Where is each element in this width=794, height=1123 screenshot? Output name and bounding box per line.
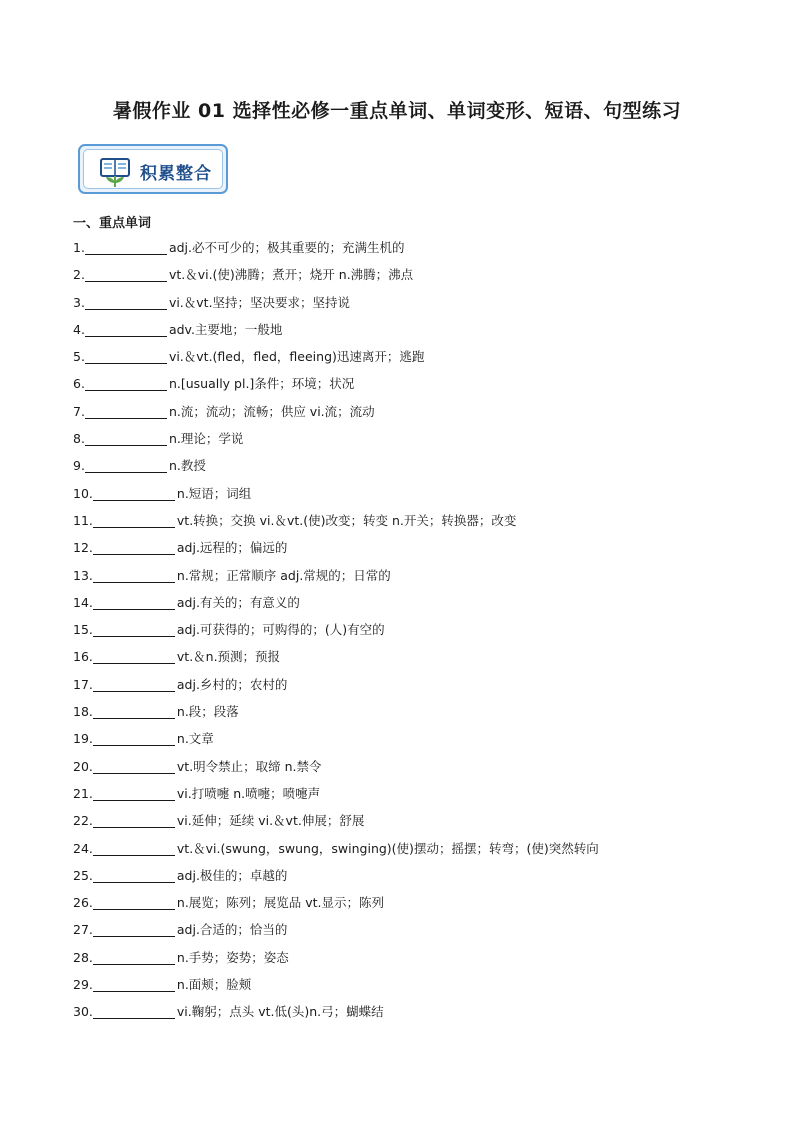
- item-definition: vi.＆vt.坚持；坚决要求；坚持说: [168, 294, 351, 310]
- answer-blank[interactable]: [85, 239, 167, 255]
- vocabulary-item: [73, 534, 753, 561]
- item-definition: vt.＆vi.(使)沸腾；煮开；烧开 n.沸腾；沸点: [168, 267, 414, 283]
- answer-blank[interactable]: [93, 1003, 175, 1019]
- item-definition: n.手势；姿势；姿态: [176, 949, 289, 965]
- vocabulary-item: [73, 289, 753, 316]
- item-definition: adj.极佳的；卓越的: [176, 867, 288, 883]
- vocabulary-item: [73, 562, 753, 589]
- item-definition: n.展览；陈列；展览品 vt.显示；陈列: [176, 895, 385, 911]
- vocabulary-item: [73, 480, 753, 507]
- answer-blank[interactable]: [93, 812, 175, 828]
- answer-blank[interactable]: [93, 567, 175, 583]
- item-definition: adj.可获得的；可购得的；(人)有空的: [176, 622, 385, 638]
- answer-blank[interactable]: [93, 676, 175, 692]
- answer-blank[interactable]: [93, 921, 175, 937]
- item-number: 2.: [73, 267, 85, 283]
- item-number: 17.: [73, 676, 93, 692]
- answer-blank[interactable]: [85, 375, 167, 391]
- vocabulary-item: [73, 643, 753, 670]
- answer-blank[interactable]: [85, 457, 167, 473]
- vocabulary-item: [73, 234, 753, 261]
- item-number: 24.: [73, 840, 93, 856]
- item-number: 8.: [73, 431, 85, 447]
- item-definition: vi.打喷嚏 n.喷嚏；喷嚏声: [176, 785, 321, 801]
- answer-blank[interactable]: [85, 266, 167, 282]
- vocabulary-item: [73, 671, 753, 698]
- vocabulary-item: [73, 944, 753, 971]
- answer-blank[interactable]: [93, 840, 175, 856]
- item-definition: vt.＆n.预测；预报: [176, 649, 281, 665]
- item-number: 6.: [73, 376, 85, 392]
- answer-blank[interactable]: [93, 758, 175, 774]
- item-definition: adj.合适的；恰当的: [176, 922, 288, 938]
- item-definition: vi.＆vt.(fled，fled，fleeing)迅速离开；逃跑: [168, 349, 425, 365]
- vocabulary-item: [73, 998, 753, 1025]
- vocabulary-item: [73, 835, 753, 862]
- vocabulary-item: [73, 507, 753, 534]
- item-number: 14.: [73, 594, 93, 610]
- item-definition: adj.必不可少的；极其重要的；充满生机的: [168, 240, 405, 255]
- vocabulary-item: [73, 261, 753, 288]
- item-definition: n.段；段落: [176, 704, 239, 720]
- item-definition: vi.延伸；延续 vi.＆vt.伸展；舒展: [176, 813, 365, 829]
- answer-blank[interactable]: [85, 403, 167, 419]
- vocabulary-list: [73, 234, 753, 1026]
- answer-blank[interactable]: [85, 321, 167, 337]
- item-number: 28.: [73, 949, 93, 965]
- vocabulary-item: [73, 971, 753, 998]
- vocabulary-item: [73, 425, 753, 452]
- item-definition: adv.主要地；一般地: [168, 321, 283, 337]
- item-number: 15.: [73, 622, 93, 638]
- badge-label: 积累整合: [140, 164, 212, 184]
- item-definition: n.[usually pl.]条件；环境；状况: [168, 376, 355, 392]
- item-number: 11.: [73, 512, 93, 528]
- vocabulary-item: [73, 398, 753, 425]
- answer-blank[interactable]: [93, 867, 175, 883]
- vocabulary-item: [73, 589, 753, 616]
- answer-blank[interactable]: [93, 621, 175, 637]
- item-number: 7.: [73, 403, 85, 419]
- item-definition: adj.有关的；有意义的: [176, 594, 300, 610]
- item-number: 27.: [73, 922, 93, 938]
- answer-blank[interactable]: [85, 430, 167, 446]
- item-number: 25.: [73, 867, 93, 883]
- item-number: 3.: [73, 294, 85, 310]
- item-number: 20.: [73, 758, 93, 774]
- page-title: 暑假作业 01 选择性必修一重点单词、单词变形、短语、句型练习: [112, 100, 682, 122]
- item-definition: vt.明令禁止；取缔 n.禁令: [176, 758, 322, 774]
- answer-blank[interactable]: [93, 512, 175, 528]
- item-number: 26.: [73, 895, 93, 911]
- answer-blank[interactable]: [93, 485, 175, 501]
- item-number: 19.: [73, 731, 93, 747]
- vocabulary-item: [73, 889, 753, 916]
- item-definition: adj.乡村的；农村的: [176, 676, 288, 692]
- item-definition: vt.转换；交换 vi.＆vt.(使)改变；转变 n.开关；转换器；改变: [176, 512, 517, 528]
- item-definition: n.理论；学说: [168, 431, 244, 447]
- item-number: 5.: [73, 349, 85, 365]
- item-number: 21.: [73, 785, 93, 801]
- vocabulary-item: [73, 452, 753, 479]
- item-number: 18.: [73, 704, 93, 720]
- item-number: 1.: [73, 240, 85, 255]
- answer-blank[interactable]: [93, 594, 175, 610]
- item-definition: n.面颊；脸颊: [176, 977, 252, 993]
- item-definition: vt.＆vi.(swung，swung，swinging)(使)摆动；摇摆；转弯；(使)突然转向: [176, 840, 599, 856]
- item-definition: n.流；流动；流畅；供应 vi.流；流动: [168, 403, 375, 419]
- answer-blank[interactable]: [93, 730, 175, 746]
- vocabulary-item: [73, 343, 753, 370]
- item-definition: vi.鞠躬；点头 vt.低(头)n.弓；蝴蝶结: [176, 1004, 384, 1020]
- item-number: 4.: [73, 321, 85, 337]
- item-definition: n.短语；词组: [176, 485, 252, 501]
- item-number: 10.: [73, 485, 93, 501]
- vocabulary-item: [73, 370, 753, 397]
- answer-blank[interactable]: [93, 785, 175, 801]
- answer-blank[interactable]: [93, 976, 175, 992]
- item-definition: adj.远程的；偏远的: [176, 540, 288, 556]
- item-number: 29.: [73, 977, 93, 993]
- item-definition: n.文章: [176, 731, 214, 747]
- item-definition: n.教授: [168, 458, 206, 474]
- vocabulary-item: [73, 725, 753, 752]
- item-number: 12.: [73, 540, 93, 556]
- item-definition: n.常规；正常顺序 adj.常规的；日常的: [176, 567, 391, 583]
- vocabulary-item: [73, 807, 753, 834]
- section-heading: 一、重点单词: [73, 216, 152, 231]
- vocabulary-item: [73, 316, 753, 343]
- answer-blank[interactable]: [93, 949, 175, 965]
- answer-blank[interactable]: [93, 703, 175, 719]
- vocabulary-item: [73, 698, 753, 725]
- vocabulary-item: [73, 862, 753, 889]
- item-number: 9.: [73, 458, 85, 474]
- answer-blank[interactable]: [85, 294, 167, 310]
- item-number: 13.: [73, 567, 93, 583]
- answer-blank[interactable]: [85, 348, 167, 364]
- vocabulary-item: [73, 916, 753, 943]
- answer-blank[interactable]: [93, 894, 175, 910]
- vocabulary-item: [73, 753, 753, 780]
- answer-blank[interactable]: [93, 539, 175, 555]
- item-number: 16.: [73, 649, 93, 665]
- item-number: 22.: [73, 813, 93, 829]
- vocabulary-item: [73, 616, 753, 643]
- answer-blank[interactable]: [93, 648, 175, 664]
- book-plant-icon: [98, 156, 132, 190]
- section-badge: [78, 144, 228, 194]
- vocabulary-item: [73, 780, 753, 807]
- badge-inner: [83, 149, 223, 189]
- item-number: 30.: [73, 1004, 93, 1020]
